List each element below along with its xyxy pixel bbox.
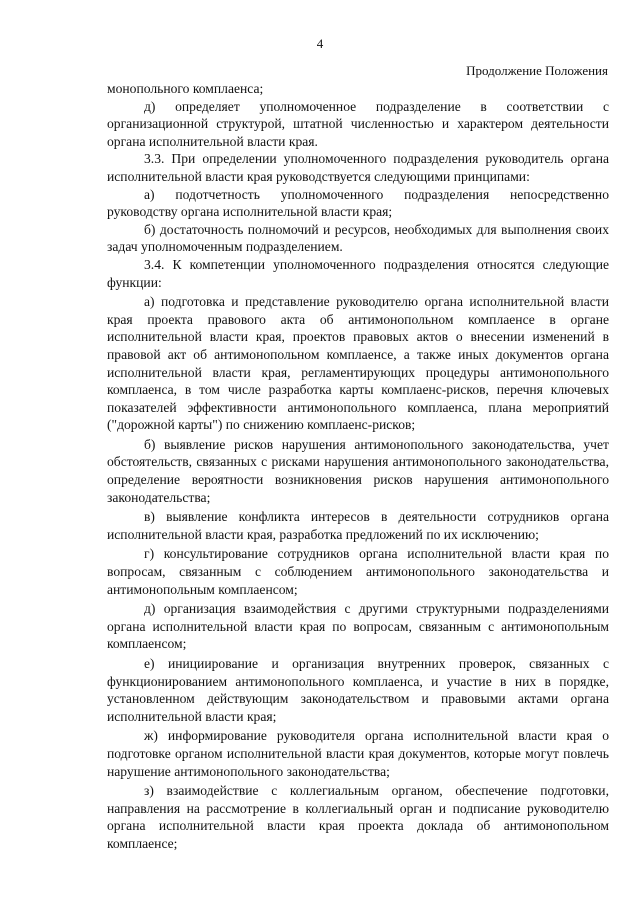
paragraph-3-3: 3.3. При определении уполномоченного подразделения руководитель органа исполнительной власти края руководствуется следующими принципами: (107, 151, 609, 184)
paragraph-function-d: д) организация взаимодействия с другими структурными подразделениями органа исполнительной власти края по вопросам, связанным с антимонопольным комплаенсом; (107, 601, 609, 652)
paragraph-item-a: а) подотчетность уполномоченного подразделения непосредственно руководству органа исполнительной власти края; (107, 186, 609, 220)
paragraph-function-v: в) выявление конфликта интересов в деятельности сотрудников органа исполнительной власти края, разработка предложений по их исключению; (107, 509, 609, 542)
header-continuation: Продолжение Положения (466, 63, 608, 78)
paragraph-function-a: а) подготовка и представление руководителю органа исполнительной власти края проекта правового акта об антимонопольном комплаенсе в органе исполнительной власти края, проектов правовых актов о внесении изменений в правовой акт об антимонопольном комплаенсе, а также иных документов органа исполнительной власти края, регламентирующих процедуры антимонопольного комплаенса, в том числе разработка карты комплаенс-рисков, перечня ключевых показателей эффективности антимонопольного комплаенса, плана мероприятий ("дорожной карты") по снижению комплаенс-рисков; (107, 294, 609, 433)
paragraph-3-4: 3.4. К компетенции уполномоченного подразделения относятся следующие функции: (107, 256, 609, 290)
paragraph-continuation: монопольного комплаенса; (107, 81, 264, 96)
paragraph-item-b: б) достаточность полномочий и ресурсов, необходимых для выполнения своих задач уполномоченным подразделением. (107, 221, 609, 255)
paragraph-function-zh: ж) информирование руководителя органа исполнительной власти края о подготовке органом исполнительной власти края документов, которые могут повлечь нарушение антимонопольного законодательства; (107, 728, 609, 779)
paragraph-function-g: г) консультирование сотрудников органа исполнительной власти края по вопросам, связанным с соблюдением антимонопольного законодательства и антимонопольным комплаенсом; (107, 546, 609, 597)
paragraph-function-b: б) выявление рисков нарушения антимонопольного законодательства, учет обстоятельств, связанных с рисками нарушения антимонопольного законодательства, определение вероятности возникновения рисков нарушения антимонопольного законодательства; (107, 436, 609, 505)
paragraph-function-z: з) взаимодействие с коллегиальным органом, обеспечение подготовки, направления на рассмотрение в коллегиальный орган и подписание руководителю органа исполнительной власти края проекта доклада об антимонопольном комплаенсе; (107, 783, 609, 851)
page-number: 4 (316, 36, 324, 51)
document-body (107, 80, 609, 853)
paragraph-function-e: е) инициирование и организация внутренних проверок, связанных с функционированием антимонопольного комплаенса, и участие в них в порядке, установленном действующим законодательством и правовыми актами органа исполнительной власти края; (107, 656, 609, 724)
paragraph-item-d: д) определяет уполномоченное подразделение в соответствии с организационной структурой, штатной численностью и характером деятельности органа исполнительной власти края. (107, 98, 609, 149)
